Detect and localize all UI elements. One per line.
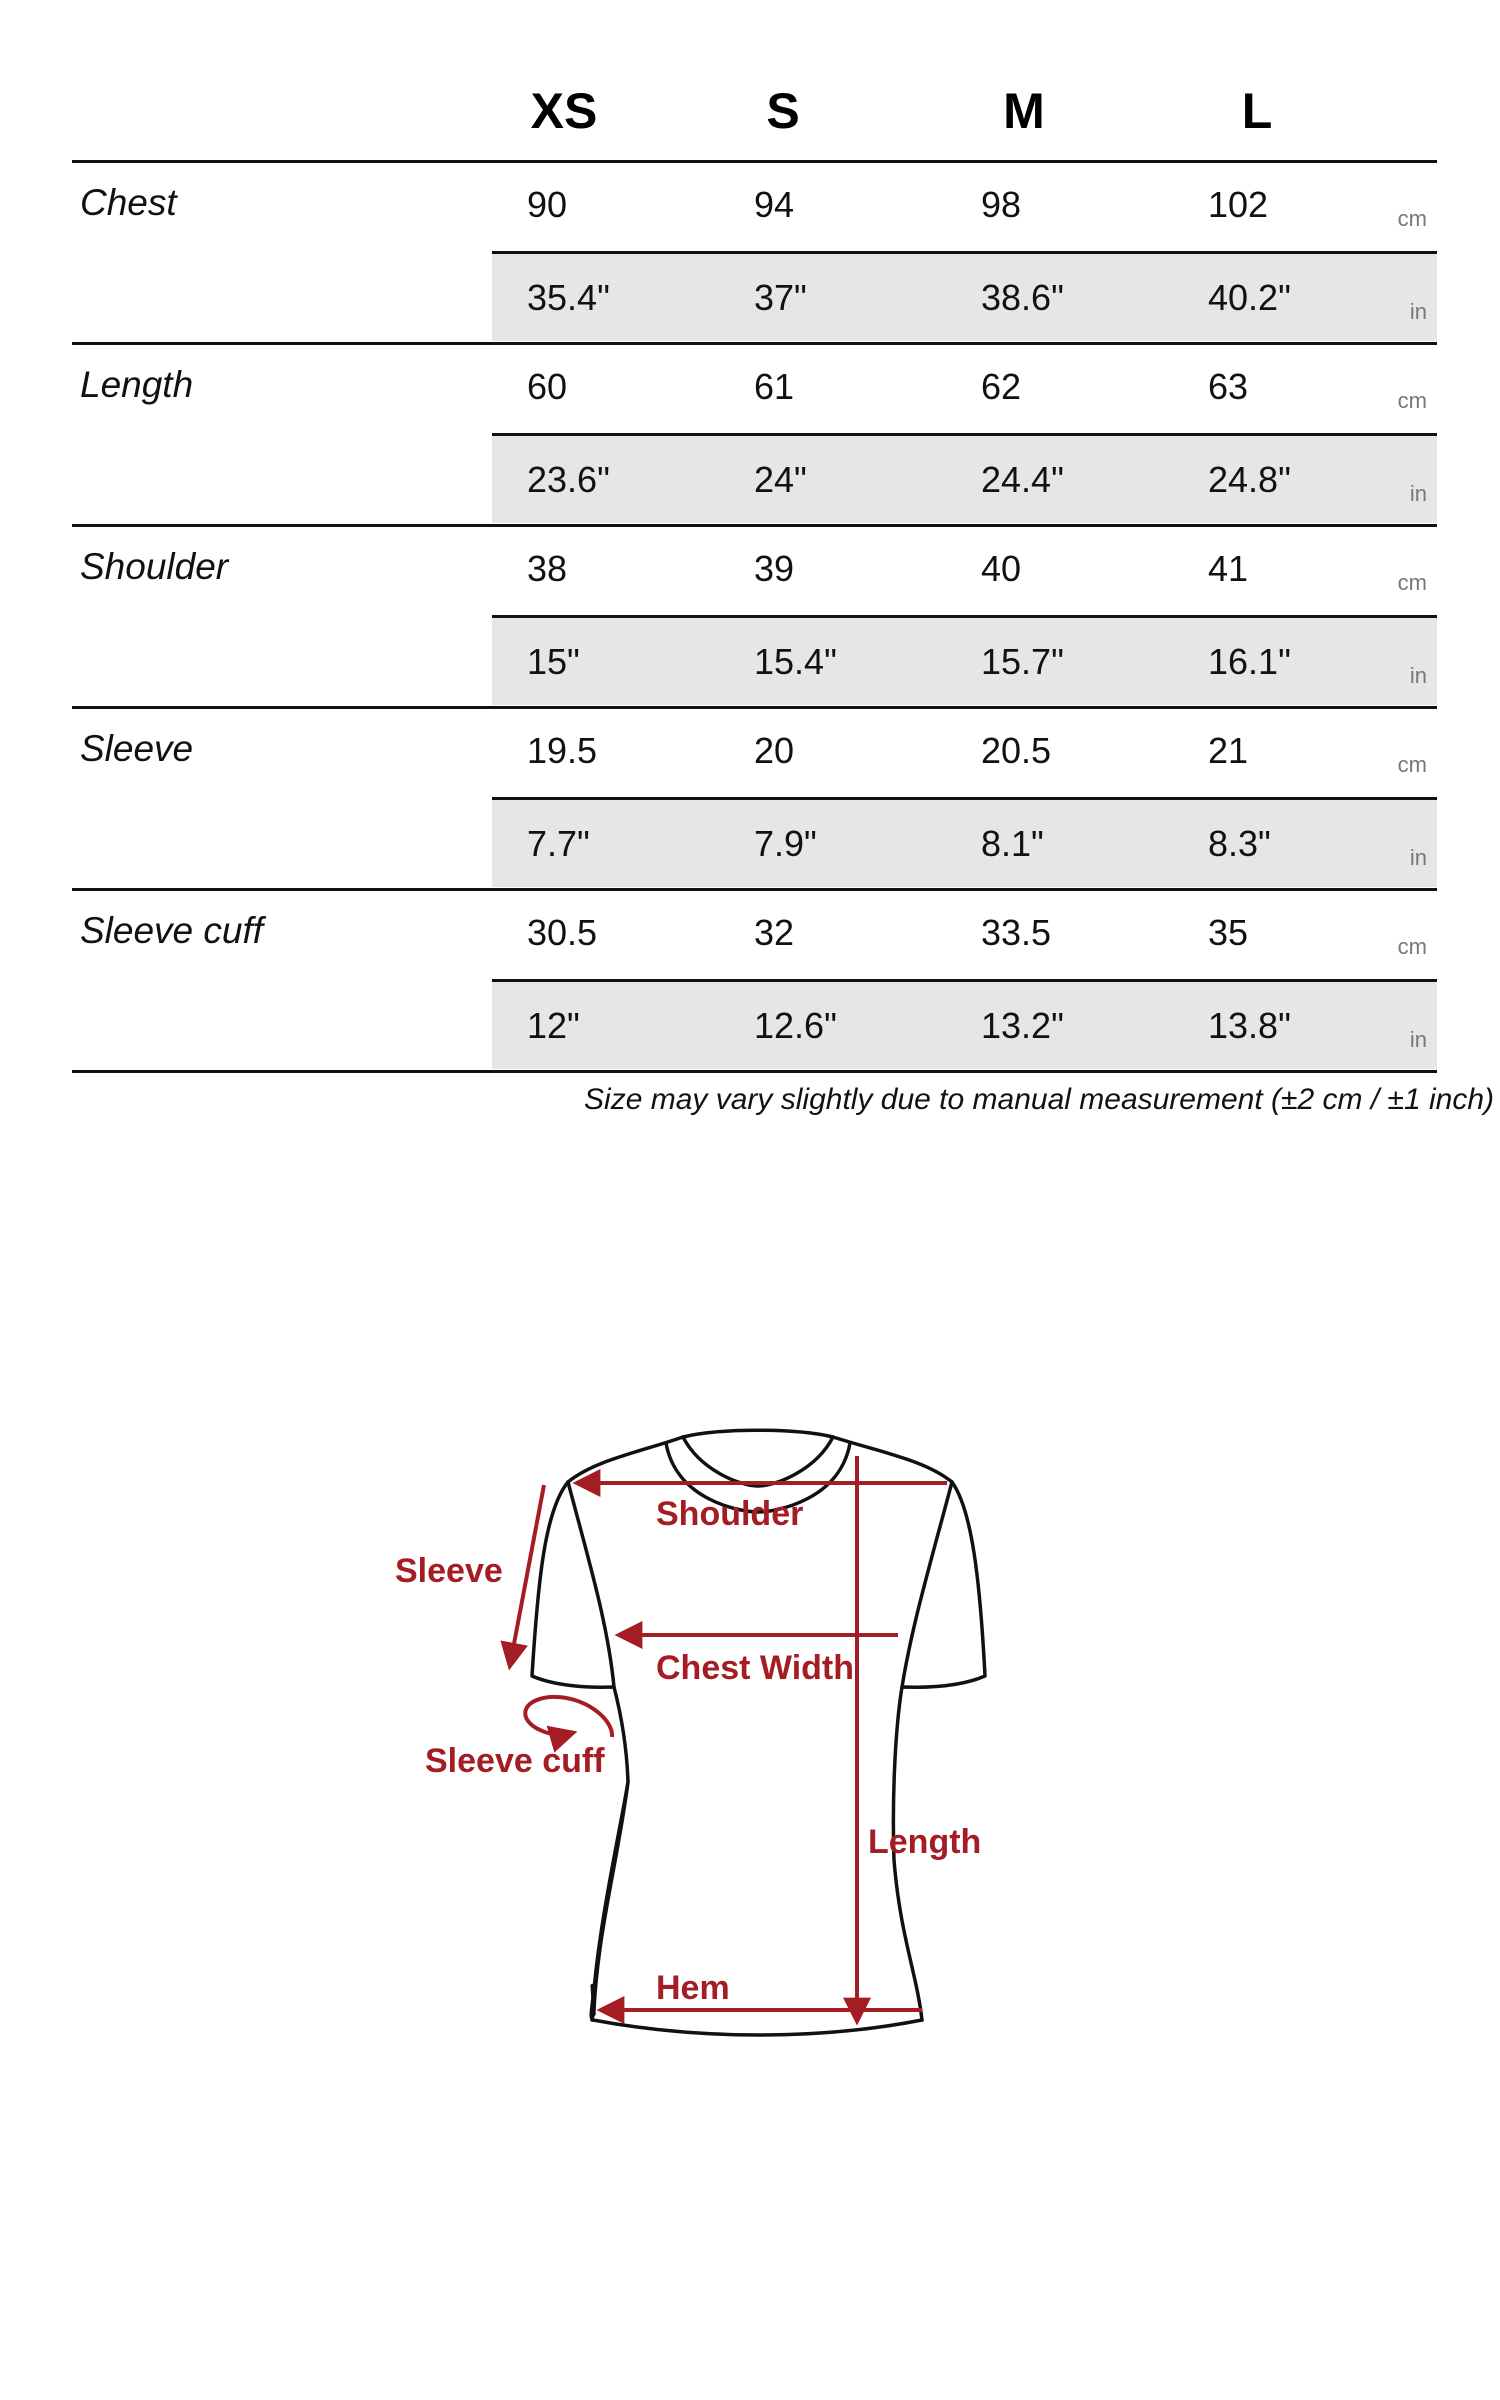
cell-length-cm-s: 61 bbox=[754, 366, 795, 407]
size-header-s: S bbox=[766, 83, 800, 139]
cell-chest-cm-l: 102 bbox=[1208, 184, 1269, 225]
row-shade-sleeve-cuff bbox=[492, 982, 1437, 1069]
cell-shoulder-cm-xs: 38 bbox=[527, 548, 568, 589]
cell-length-in-xs: 23.6" bbox=[527, 459, 610, 500]
row-divider-sleeve-cuff bbox=[492, 979, 1437, 982]
cell-length-cm-l: 63 bbox=[1208, 366, 1249, 407]
row-divider-length bbox=[492, 433, 1437, 436]
cell-chest-in-m: 38.6" bbox=[981, 277, 1064, 318]
row-divider-chest bbox=[492, 251, 1437, 254]
cell-sleeve-cuff-cm-l: 35 bbox=[1208, 912, 1249, 953]
row-shade-length bbox=[492, 436, 1437, 523]
cell-sleeve-cuff-cm-xs: 30.5 bbox=[527, 912, 598, 953]
cell-chest-cm-xs: 90 bbox=[527, 184, 568, 225]
unit-cm-length: cm bbox=[1397, 388, 1427, 413]
measure-label-shoulder: Shoulder bbox=[80, 546, 229, 587]
sleeve-label: Sleeve bbox=[395, 1552, 503, 1590]
size-header-l: L bbox=[1241, 83, 1273, 139]
block-rule-length bbox=[72, 524, 1437, 527]
block-rule-chest bbox=[72, 342, 1437, 345]
size-header-xs: XS bbox=[530, 83, 598, 139]
cell-chest-in-xs: 35.4" bbox=[527, 277, 610, 318]
cell-sleeve-cm-xs: 19.5 bbox=[527, 730, 598, 771]
measure-label-sleeve-cuff: Sleeve cuff bbox=[80, 910, 264, 951]
cell-sleeve-in-l: 8.3" bbox=[1208, 823, 1271, 864]
cell-length-cm-m: 62 bbox=[981, 366, 1022, 407]
unit-cm-sleeve: cm bbox=[1397, 752, 1427, 777]
row-shade-shoulder bbox=[492, 618, 1437, 705]
cell-sleeve-cuff-in-l: 13.8" bbox=[1208, 1005, 1291, 1046]
cell-sleeve-cuff-in-m: 13.2" bbox=[981, 1005, 1064, 1046]
cell-sleeve-cm-l: 21 bbox=[1208, 730, 1249, 771]
sleeve-cuff-arrow bbox=[525, 1697, 612, 1737]
sleeve-cuff-label: Sleeve cuff bbox=[425, 1742, 605, 1780]
cell-sleeve-in-xs: 7.7" bbox=[527, 823, 590, 864]
cell-shoulder-cm-l: 41 bbox=[1208, 548, 1249, 589]
cell-chest-cm-m: 98 bbox=[981, 184, 1022, 225]
cell-length-in-m: 24.4" bbox=[981, 459, 1064, 500]
block-rule-sleeve-cuff bbox=[72, 1070, 1437, 1073]
table-top-rule bbox=[72, 160, 1437, 163]
cell-length-cm-xs: 60 bbox=[527, 366, 568, 407]
unit-in-shoulder: in bbox=[1409, 663, 1427, 688]
cell-shoulder-in-l: 16.1" bbox=[1208, 641, 1291, 682]
cell-sleeve-cuff-in-xs: 12" bbox=[527, 1005, 580, 1046]
length-label: Length bbox=[868, 1823, 982, 1861]
unit-in-sleeve: in bbox=[1409, 845, 1427, 870]
cell-sleeve-cm-m: 20.5 bbox=[981, 730, 1052, 771]
tshirt-outline bbox=[532, 1430, 985, 2035]
cell-sleeve-in-s: 7.9" bbox=[754, 823, 817, 864]
hem-label: Hem bbox=[656, 1969, 730, 2007]
cell-sleeve-cuff-cm-s: 32 bbox=[754, 912, 795, 953]
measure-label-sleeve: Sleeve bbox=[80, 728, 194, 769]
unit-in-length: in bbox=[1409, 481, 1427, 506]
cell-sleeve-cuff-cm-m: 33.5 bbox=[981, 912, 1052, 953]
cell-shoulder-cm-s: 39 bbox=[754, 548, 795, 589]
cell-sleeve-cuff-in-s: 12.6" bbox=[754, 1005, 837, 1046]
unit-cm-chest: cm bbox=[1397, 206, 1427, 231]
cell-chest-cm-s: 94 bbox=[754, 184, 795, 225]
sleeve-arrow bbox=[510, 1485, 544, 1665]
unit-cm-shoulder: cm bbox=[1397, 570, 1427, 595]
cell-sleeve-cm-s: 20 bbox=[754, 730, 795, 771]
chest-width-label: Chest Width bbox=[656, 1649, 855, 1687]
measurement-arrows bbox=[510, 1456, 947, 2020]
measure-label-chest: Chest bbox=[80, 182, 177, 223]
cell-chest-in-l: 40.2" bbox=[1208, 277, 1291, 318]
cell-length-in-l: 24.8" bbox=[1208, 459, 1291, 500]
cell-shoulder-cm-m: 40 bbox=[981, 548, 1022, 589]
block-rule-shoulder bbox=[72, 706, 1437, 709]
cell-chest-in-s: 37" bbox=[754, 277, 807, 318]
row-shade-sleeve bbox=[492, 800, 1437, 887]
unit-in-sleeve-cuff: in bbox=[1409, 1027, 1427, 1052]
block-rule-sleeve bbox=[72, 888, 1437, 891]
row-divider-shoulder bbox=[492, 615, 1437, 618]
size-header-m: M bbox=[1003, 83, 1045, 139]
cell-length-in-s: 24" bbox=[754, 459, 807, 500]
size-chart-table bbox=[72, 0, 1437, 1140]
cell-shoulder-in-s: 15.4" bbox=[754, 641, 837, 682]
measurement-note: Size may vary slightly due to manual measurement (±2 cm / ±1 inch) bbox=[584, 1083, 1494, 1116]
unit-in-chest: in bbox=[1409, 299, 1427, 324]
cell-shoulder-in-xs: 15" bbox=[527, 641, 580, 682]
row-shade-chest bbox=[492, 254, 1437, 341]
cell-sleeve-in-m: 8.1" bbox=[981, 823, 1044, 864]
shoulder-label: Shoulder bbox=[656, 1495, 804, 1533]
diagram-labels bbox=[395, 1495, 981, 2007]
row-divider-sleeve bbox=[492, 797, 1437, 800]
measure-label-length: Length bbox=[80, 364, 194, 405]
cell-shoulder-in-m: 15.7" bbox=[981, 641, 1064, 682]
unit-cm-sleeve-cuff: cm bbox=[1397, 934, 1427, 959]
